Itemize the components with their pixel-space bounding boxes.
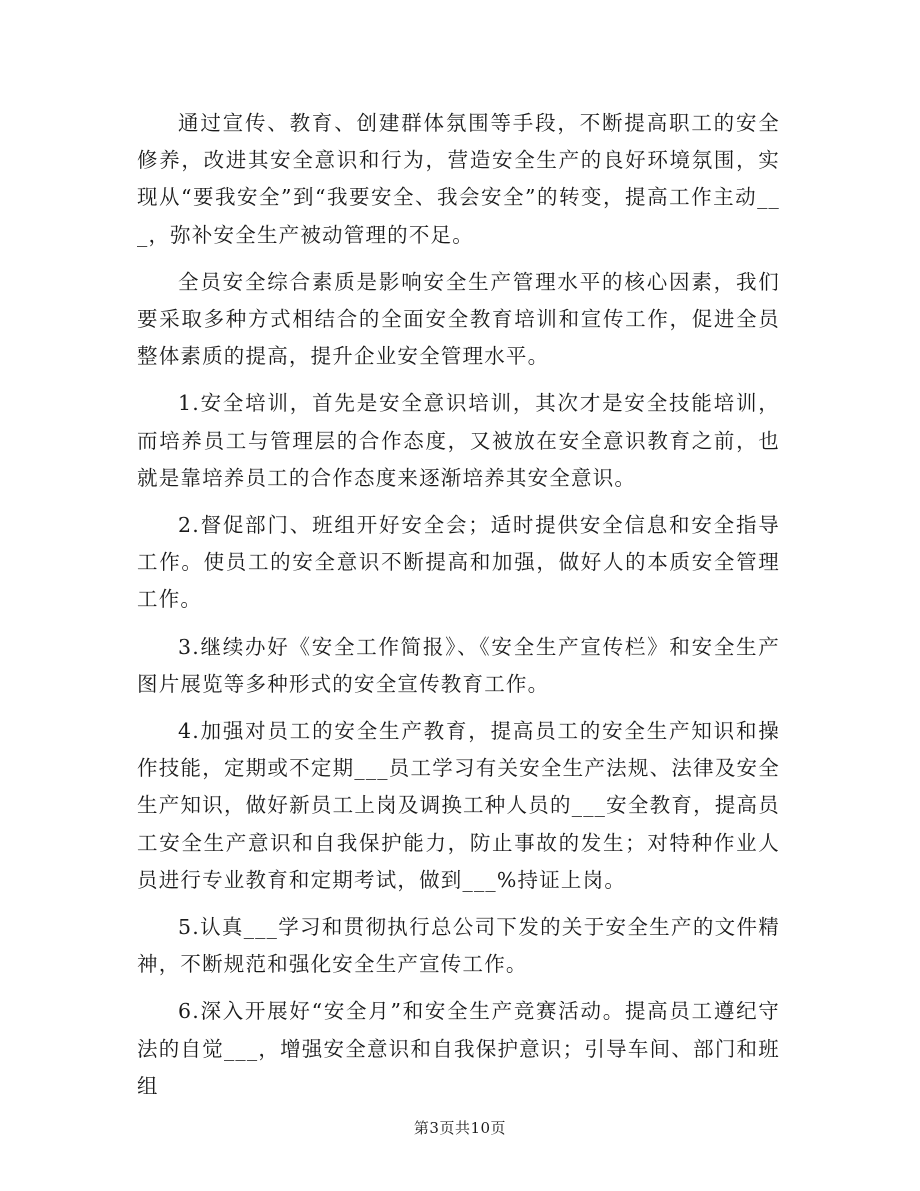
paragraph-item-3: 3.继续办好《安全工作简报》、《安全生产宣传栏》和安全生产图片展览等多种形式的安全宣传教育工作。	[137, 634, 780, 696]
paragraph-item-1: 1.安全培训，首先是安全意识培训，其次才是安全技能培训，而培养员工与管理层的合作态度，又被放在安全意识教育之前，也就是靠培养员工的合作态度来逐渐培养其安全意识。	[137, 391, 780, 490]
paragraph-intro: 通过宣传、教育、创建群体氛围等手段，不断提高职工的安全修养，改进其安全意识和行为，营造安全生产的良好环境氛围，实现从“要我安全”到“我要安全、我会安全”的转变，提高工作主动___，弥补安全生产被动管理的不足。	[137, 111, 780, 247]
paragraph-item-6: 6.深入开展好“安全月”和安全生产竞赛活动。提高员工遵纪守法的自觉___，增强安全意识和自我保护意识；引导车间、部门和班组	[137, 999, 780, 1098]
paragraph-item-5: 5.认真___学习和贯彻执行总公司下发的关于安全生产的文件精神，不断规范和强化安全生产宣传工作。	[137, 915, 780, 977]
paragraph-item-4: 4.加强对员工的安全生产教育，提高员工的安全生产知识和操作技能，定期或不定期___员工学习有关安全生产法规、法律及安全生产知识，做好新员工上岗及调换工种人员的___安全教育，提高员工安全生产意识和自我保护能力，防止事故的发生；对特种作业人员进行专业教育和定期考试，做到___%持证上岗。	[137, 719, 780, 892]
page-number: 第3页共10页	[413, 1119, 507, 1137]
paragraph-overview: 全员安全综合素质是影响安全生产管理水平的核心因素，我们要采取多种方式相结合的全面安全教育培训和宣传工作，促进全员整体素质的提高，提升企业安全管理水平。	[137, 269, 780, 369]
paragraph-item-2: 2.督促部门、班组开好安全会；适时提供安全信息和安全指导工作。使员工的安全意识不断提高和加强，做好人的本质安全管理工作。	[137, 513, 780, 612]
document-body	[137, 105, 780, 1115]
